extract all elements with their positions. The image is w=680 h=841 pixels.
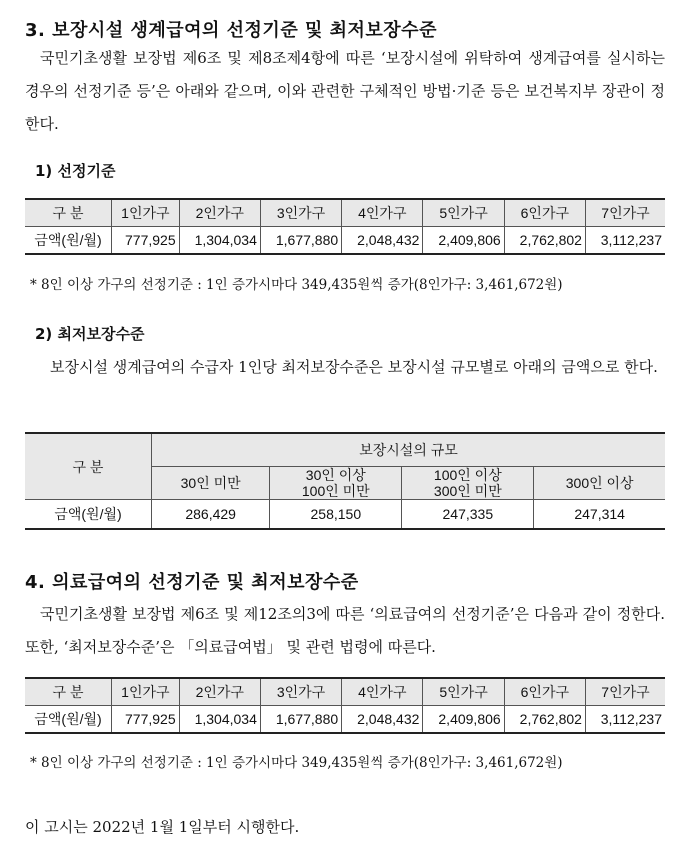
header-cell: 7인가구 [585,199,665,227]
corner-header: 구 분 [25,433,152,500]
header-cell: 2인가구 [179,199,260,227]
amount-cell: 2,762,802 [504,706,585,734]
minimum-level-paragraph: 보장시설 생계급여의 수급자 1인당 최저보장수준은 보장시설 규모별로 아래의 금액으로 한다. [50,358,658,376]
amount-cell: 2,048,432 [342,227,423,255]
effective-date: 이 고시는 2022년 1월 1일부터 시행한다. [25,818,300,836]
header-cell: 구 분 [25,678,112,706]
selection-criteria-table [25,198,665,255]
header-cell: 3인가구 [260,199,341,227]
section3-paragraph: 국민기초생활 보장법 제6조 및 제8조제4항에 따른 ‘보장시설에 위탁하여 생계급여를 실시하는 경우의 선정기준 등’은 아래와 같으며, 이와 관련한 구체적인 방법·기준 등은 보건복지부 장관이 정한다. [25,49,665,133]
section4-paragraph: 국민기초생활 보장법 제6조 및 제12조의3에 따른 ‘의료급여의 선정기준’은 다음과 같이 정한다. 또한, ‘최저보장수준’은 「의료급여법」 및 관련 법령에 따른다. [25,605,665,656]
header-cell: 6인가구 [504,199,585,227]
medical-criteria-table [25,677,665,734]
header-cell: 5인가구 [423,678,504,706]
subsection-selection-criteria: 1) 선정기준 [35,162,116,180]
amount-cell: 1,304,034 [179,227,260,255]
header-cell: 4인가구 [342,678,423,706]
amount-cell: 2,409,806 [423,227,504,255]
amount-cell: 286,429 [152,500,270,530]
header-cell: 4인가구 [342,199,423,227]
amount-cell: 2,762,802 [504,227,585,255]
row-label: 금액(원/월) [25,706,112,734]
amount-cell: 777,925 [112,227,180,255]
header-cell: 6인가구 [504,678,585,706]
header-cell: 7인가구 [585,678,665,706]
note-8-person-medical: * 8인 이상 가구의 선정기준 : 1인 증가시마다 349,435원씩 증가(8인가구: 3,461,672원) [30,755,563,771]
header-cell: 3인가구 [260,678,341,706]
minimum-level-table [25,432,665,530]
amount-cell: 1,677,880 [260,227,341,255]
column-header: 300인 이상 [534,467,665,500]
section4-title: 4. 의료급여의 선정기준 및 최저보장수준 [25,572,359,593]
header-cell: 구 분 [25,199,112,227]
header-cell: 2인가구 [179,678,260,706]
row-label: 금액(원/월) [25,500,152,530]
group-header: 보장시설의 규모 [152,433,666,467]
amount-cell: 2,409,806 [423,706,504,734]
amount-cell: 247,314 [534,500,665,530]
amount-cell: 247,335 [402,500,534,530]
note-8-person: * 8인 이상 가구의 선정기준 : 1인 증가시마다 349,435원씩 증가(8인가구: 3,461,672원) [30,277,563,293]
amount-cell: 2,048,432 [342,706,423,734]
amount-cell: 1,304,034 [179,706,260,734]
header-cell: 1인가구 [112,199,180,227]
amount-cell: 3,112,237 [585,227,665,255]
section3-title: 3. 보장시설 생계급여의 선정기준 및 최저보장수준 [25,20,437,41]
header-cell: 5인가구 [423,199,504,227]
amount-cell: 3,112,237 [585,706,665,734]
column-header: 100인 이상 300인 미만 [402,467,534,500]
row-label: 금액(원/월) [25,227,112,255]
subsection-minimum-level: 2) 최저보장수준 [35,325,145,343]
column-header: 30인 미만 [152,467,270,500]
column-header: 30인 이상 100인 미만 [270,467,402,500]
header-cell: 1인가구 [112,678,180,706]
amount-cell: 1,677,880 [260,706,341,734]
amount-cell: 258,150 [270,500,402,530]
amount-cell: 777,925 [112,706,180,734]
